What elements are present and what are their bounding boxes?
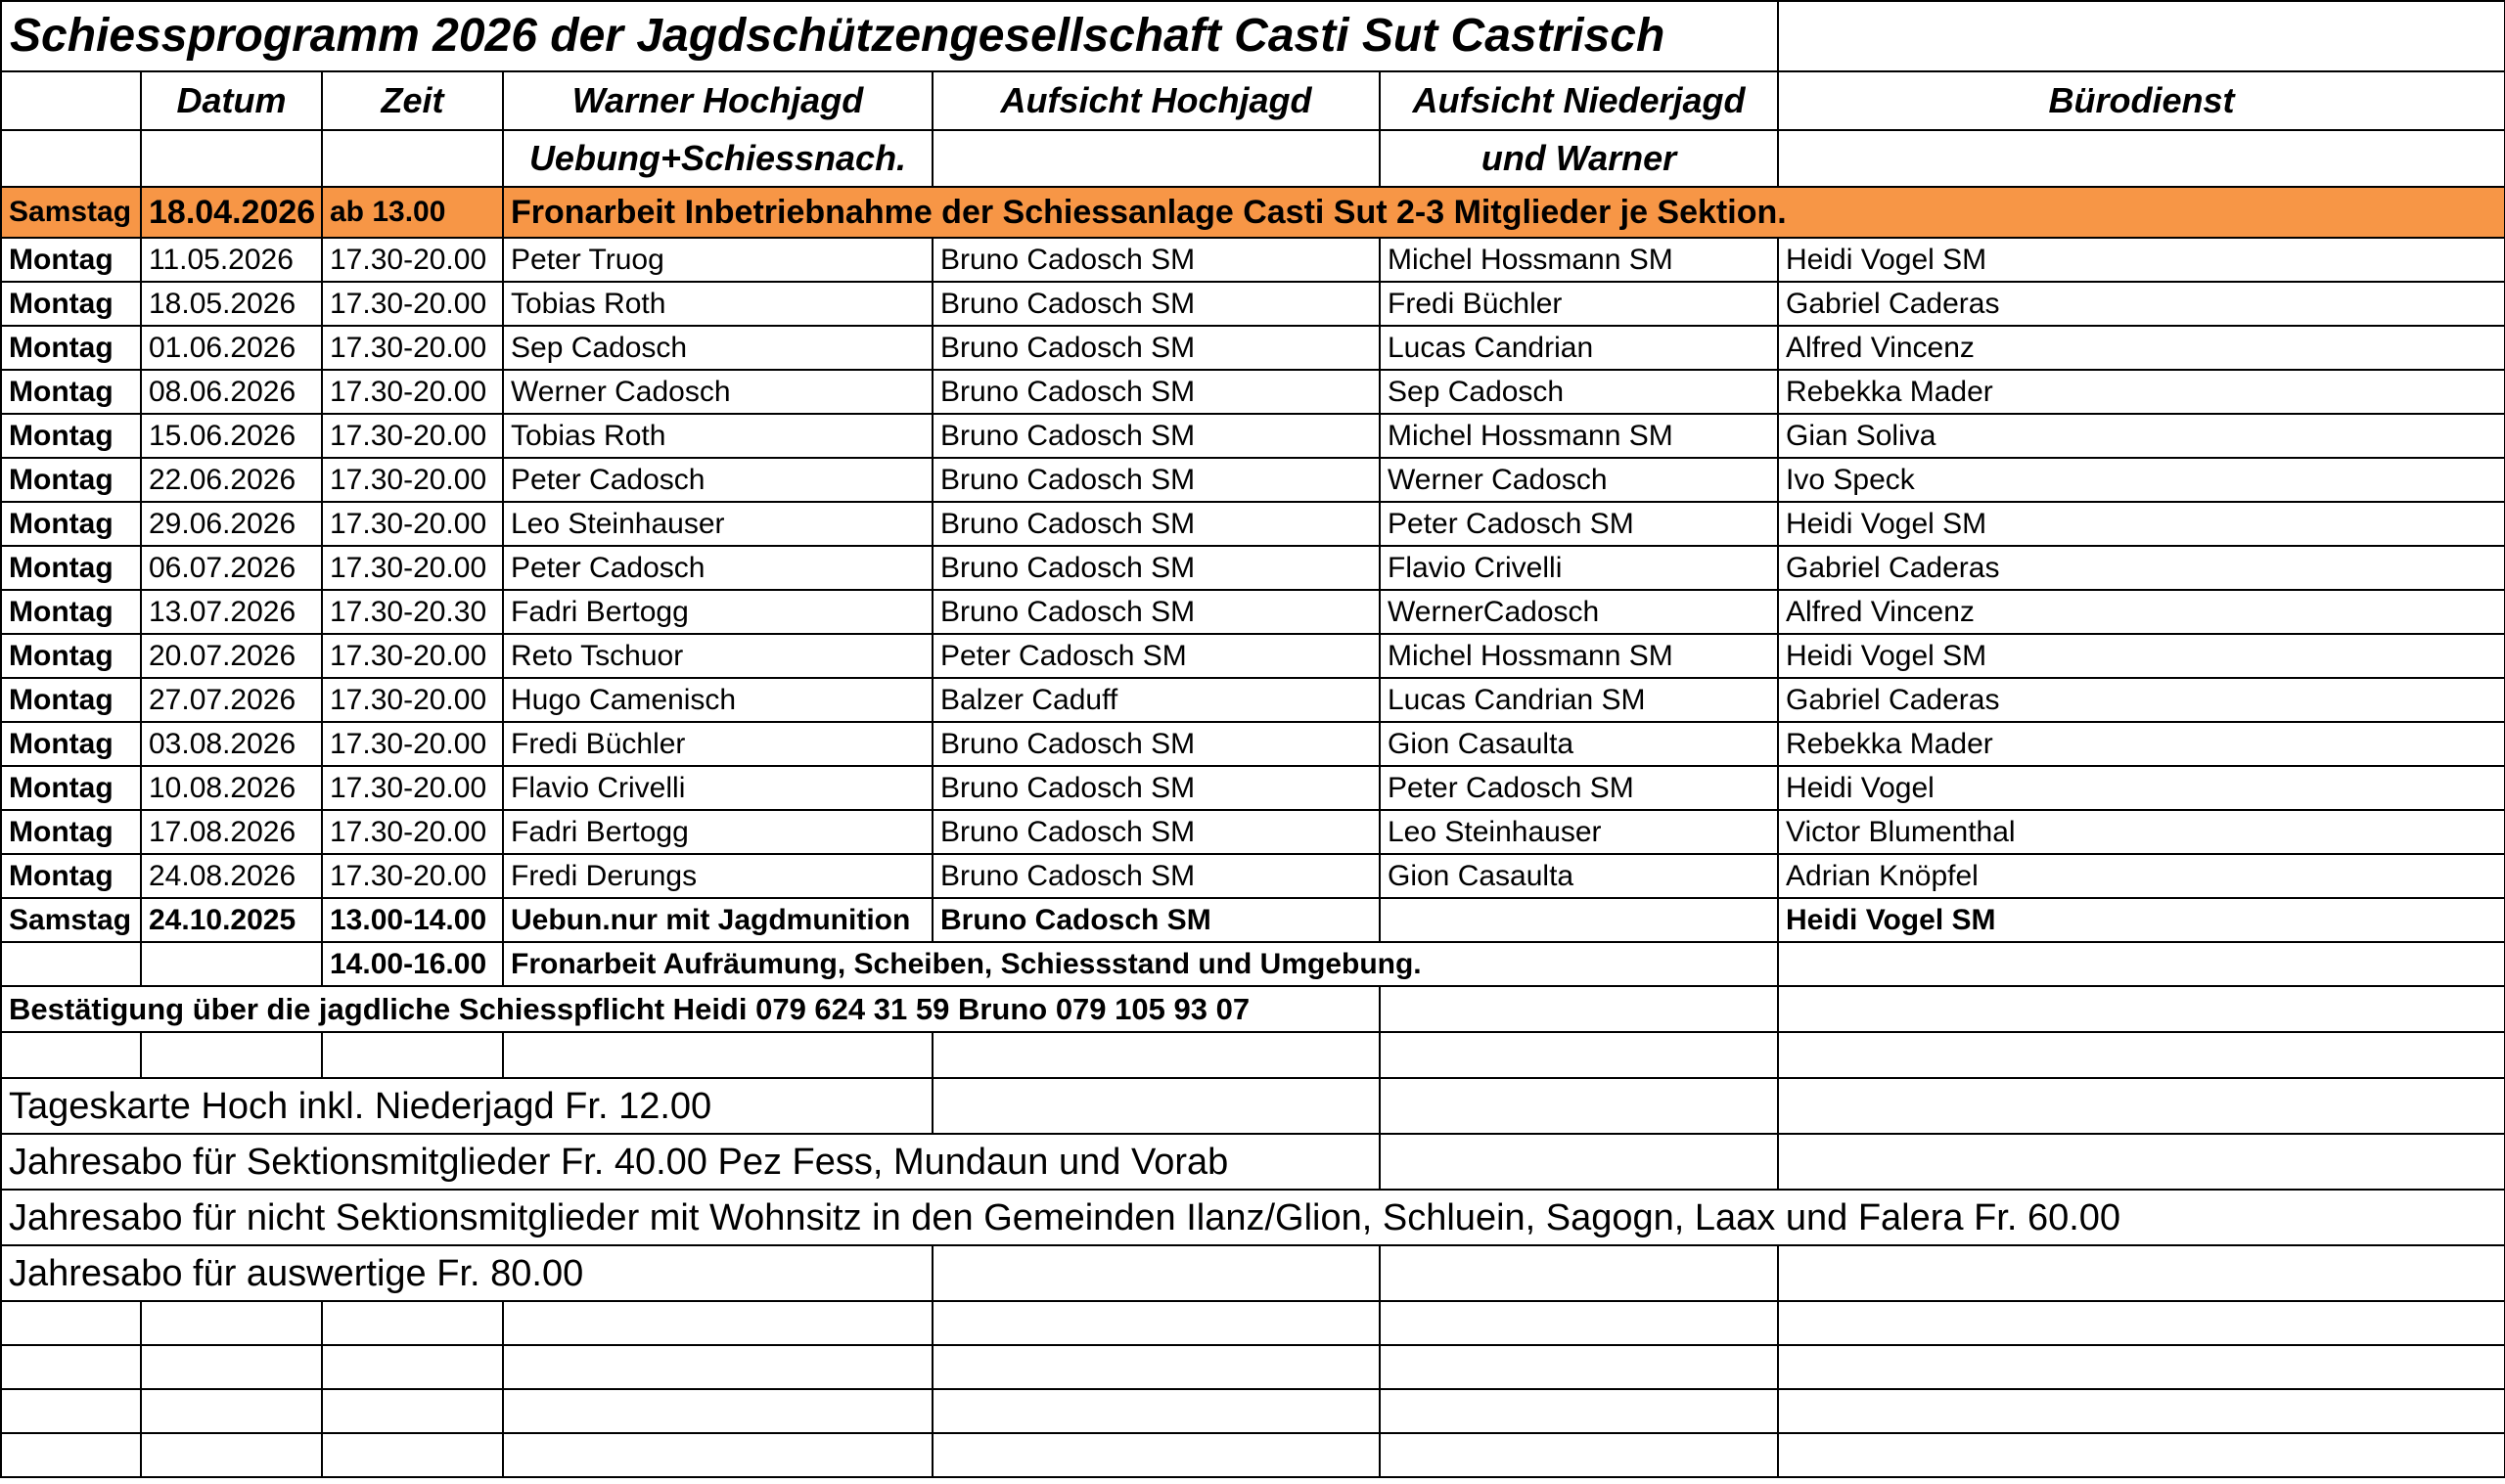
schedule-time: 17.30-20.00 (322, 634, 503, 678)
schedule-time: 17.30-20.00 (322, 458, 503, 502)
schedule-aufsicht-hoch: Bruno Cadosch SM (933, 722, 1380, 766)
schedule-row (1, 634, 2505, 678)
schedule-date: 08.06.2026 (141, 370, 322, 414)
schedule-warner: Tobias Roth (503, 414, 933, 458)
cell-empty (322, 1032, 503, 1078)
cell-empty (1380, 1245, 1778, 1301)
schedule-buerodienst: Victor Blumenthal (1778, 810, 2505, 854)
title-row (1, 1, 2505, 71)
schedule-time: 17.30-20.00 (322, 766, 503, 810)
schedule-warner: Leo Steinhauser (503, 502, 933, 546)
schedule-buerodienst: Gabriel Caderas (1778, 678, 2505, 722)
schedule-day: Montag (1, 766, 141, 810)
schedule-row (1, 502, 2505, 546)
cell-empty (933, 1389, 1380, 1433)
schedule-buerodienst: Heidi Vogel (1778, 766, 2505, 810)
schedule-warner: Flavio Crivelli (503, 766, 933, 810)
cell-empty (933, 1032, 1380, 1078)
schedule-aufsicht-nieder: Fredi Büchler (1380, 282, 1778, 326)
fee-text: Tageskarte Hoch inkl. Niederjagd Fr. 12.00 (1, 1078, 933, 1134)
cell-empty (1, 1389, 141, 1433)
fee-row (1, 1190, 2505, 1245)
schedule-day: Montag (1, 546, 141, 590)
schedule-day: Montag (1, 634, 141, 678)
cell-empty (503, 1345, 933, 1389)
cell-empty (1778, 1245, 2505, 1301)
schedule-aufsicht-hoch: Balzer Caduff (933, 678, 1380, 722)
highlight-time: ab 13.00 (322, 187, 503, 238)
empty-row (1, 1301, 2505, 1345)
schedule-row (1, 458, 2505, 502)
schedule-date: 24.08.2026 (141, 854, 322, 898)
cell-empty (141, 130, 322, 187)
schedule-buerodienst: Alfred Vincenz (1778, 326, 2505, 370)
schedule-row (1, 766, 2505, 810)
schedule-row (1, 722, 2505, 766)
schedule-day: Montag (1, 854, 141, 898)
schedule-aufsicht-nieder: WernerCadosch (1380, 590, 1778, 634)
cell-empty (933, 1345, 1380, 1389)
schedule-buerodienst: Adrian Knöpfel (1778, 854, 2505, 898)
final-buero: Heidi Vogel SM (1778, 898, 2505, 942)
cell-empty (1778, 1032, 2505, 1078)
schedule-buerodienst: Rebekka Mader (1778, 722, 2505, 766)
schedule-aufsicht-nieder: Michel Hossmann SM (1380, 414, 1778, 458)
header-buerodienst: Bürodienst (1778, 71, 2505, 130)
header-aufsicht-hochjagd: Aufsicht Hochjagd (933, 71, 1380, 130)
schedule-time: 17.30-20.00 (322, 546, 503, 590)
cell-empty (1380, 1389, 1778, 1433)
schedule-row (1, 414, 2505, 458)
confirmation-row (1, 986, 2505, 1032)
schedule-time: 17.30-20.00 (322, 722, 503, 766)
schedule-row (1, 370, 2505, 414)
schedule-row (1, 590, 2505, 634)
cell-empty (1380, 986, 1778, 1032)
schedule-aufsicht-nieder: Sep Cadosch (1380, 370, 1778, 414)
schedule-buerodienst: Ivo Speck (1778, 458, 2505, 502)
schedule-warner: Peter Cadosch (503, 546, 933, 590)
schedule-row (1, 546, 2505, 590)
schedule-buerodienst: Gabriel Caderas (1778, 546, 2505, 590)
cell-empty (141, 1345, 322, 1389)
cell-empty (1380, 1301, 1778, 1345)
schedule-date: 17.08.2026 (141, 810, 322, 854)
fee-text: Jahresabo für Sektionsmitglieder Fr. 40.00 Pez Fess, Mundaun und Vorab (1, 1134, 1380, 1190)
cell-empty (1, 130, 141, 187)
schedule-time: 17.30-20.00 (322, 854, 503, 898)
cell-empty (322, 1301, 503, 1345)
schedule-day: Montag (1, 414, 141, 458)
schedule-buerodienst: Heidi Vogel SM (1778, 634, 2505, 678)
empty-row (1, 1345, 2505, 1389)
schedule-aufsicht-nieder: Lucas Candrian (1380, 326, 1778, 370)
schedule-row (1, 326, 2505, 370)
final-warner: Uebun.nur mit Jagdmunition (503, 898, 933, 942)
cell-empty (1, 1301, 141, 1345)
cell-empty (322, 1389, 503, 1433)
schedule-time: 17.30-20.00 (322, 414, 503, 458)
schedule-aufsicht-hoch: Bruno Cadosch SM (933, 458, 1380, 502)
cell-empty (503, 1301, 933, 1345)
schedule-date: 27.07.2026 (141, 678, 322, 722)
cell-empty (503, 1032, 933, 1078)
cleanup-time: 14.00-16.00 (322, 942, 503, 986)
cell-empty (1778, 1301, 2505, 1345)
cell-empty (503, 1389, 933, 1433)
schedule-aufsicht-hoch: Bruno Cadosch SM (933, 414, 1380, 458)
schedule-aufsicht-nieder: Gion Casaulta (1380, 722, 1778, 766)
schedule-row (1, 678, 2505, 722)
cell-empty (1380, 1032, 1778, 1078)
schedule-date: 29.06.2026 (141, 502, 322, 546)
cell-empty (141, 942, 322, 986)
schedule-warner: Werner Cadosch (503, 370, 933, 414)
schedule-day: Montag (1, 810, 141, 854)
schedule-aufsicht-nieder: Werner Cadosch (1380, 458, 1778, 502)
schedule-date: 22.06.2026 (141, 458, 322, 502)
cell-empty (1380, 1078, 1778, 1134)
cell-empty (1778, 942, 2505, 986)
schedule-warner: Fadri Bertogg (503, 590, 933, 634)
header-day (1, 71, 141, 130)
schedule-aufsicht-nieder: Peter Cadosch SM (1380, 766, 1778, 810)
final-time: 13.00-14.00 (322, 898, 503, 942)
schedule-row (1, 810, 2505, 854)
highlight-day: Samstag (1, 187, 141, 238)
schedule-time: 17.30-20.00 (322, 326, 503, 370)
header-row-2 (1, 130, 2505, 187)
schedule-day: Montag (1, 502, 141, 546)
cell-empty (933, 130, 1380, 187)
header-niederjagd-sub: und Warner (1380, 130, 1778, 187)
highlight-date: 18.04.2026 (141, 187, 322, 238)
schedule-day: Montag (1, 678, 141, 722)
schedule-aufsicht-nieder: Michel Hossmann SM (1380, 634, 1778, 678)
schedule-row (1, 282, 2505, 326)
header-zeit: Zeit (322, 71, 503, 130)
cell-empty (1778, 1389, 2505, 1433)
empty-row (1, 1389, 2505, 1433)
cell-empty (1778, 1134, 2505, 1190)
highlight-text: Fronarbeit Inbetriebnahme der Schiessanlage Casti Sut 2-3 Mitglieder je Sektion. (503, 187, 2505, 238)
schedule-day: Montag (1, 238, 141, 282)
fee-row (1, 1134, 2505, 1190)
cell-empty (322, 130, 503, 187)
cell-empty (933, 1433, 1380, 1477)
cell-empty (322, 1345, 503, 1389)
cell-empty (1380, 1134, 1778, 1190)
cell-empty (1778, 130, 2505, 187)
highlight-row (1, 187, 2505, 238)
cell-empty (503, 1433, 933, 1477)
schedule-aufsicht-nieder: Michel Hossmann SM (1380, 238, 1778, 282)
cell-empty (1778, 1345, 2505, 1389)
schedule-warner: Tobias Roth (503, 282, 933, 326)
schedule-day: Montag (1, 370, 141, 414)
schedule-aufsicht-hoch: Bruno Cadosch SM (933, 546, 1380, 590)
schedule-warner: Fredi Derungs (503, 854, 933, 898)
schedule-date: 10.08.2026 (141, 766, 322, 810)
schedule-aufsicht-nieder: Lucas Candrian SM (1380, 678, 1778, 722)
cell-empty (1, 942, 141, 986)
cell-empty (1380, 1433, 1778, 1477)
schedule-time: 17.30-20.00 (322, 678, 503, 722)
schedule-warner: Fadri Bertogg (503, 810, 933, 854)
cleanup-row (1, 942, 2505, 986)
schedule-day: Montag (1, 326, 141, 370)
schedule-aufsicht-hoch: Bruno Cadosch SM (933, 854, 1380, 898)
confirmation-text: Bestätigung über die jagdliche Schiesspflicht Heidi 079 624 31 59 Bruno 079 105 93 07 (1, 986, 1380, 1032)
final-row (1, 898, 2505, 942)
cell-empty (1, 1433, 141, 1477)
schedule-aufsicht-hoch: Peter Cadosch SM (933, 634, 1380, 678)
fee-text: Jahresabo für auswertige Fr. 80.00 (1, 1245, 933, 1301)
header-aufsicht-niederjagd: Aufsicht Niederjagd (1380, 71, 1778, 130)
schedule-aufsicht-hoch: Bruno Cadosch SM (933, 590, 1380, 634)
schedule-time: 17.30-20.00 (322, 810, 503, 854)
schedule-date: 11.05.2026 (141, 238, 322, 282)
schedule-aufsicht-hoch: Bruno Cadosch SM (933, 370, 1380, 414)
cell-empty (933, 1301, 1380, 1345)
fee-text: Jahresabo für nicht Sektionsmitglieder mit Wohnsitz in den Gemeinden Ilanz/Glion, Schluein, Sagogn, Laax und Falera Fr. 60.00 (1, 1190, 2505, 1245)
cell-empty (1380, 898, 1778, 942)
cell-empty (141, 1301, 322, 1345)
cell-empty (141, 1389, 322, 1433)
schedule-time: 17.30-20.00 (322, 370, 503, 414)
schedule-aufsicht-nieder: Peter Cadosch SM (1380, 502, 1778, 546)
schedule-time: 17.30-20.30 (322, 590, 503, 634)
schedule-warner: Hugo Camenisch (503, 678, 933, 722)
header-row (1, 71, 2505, 130)
header-warner-sub: Uebung+Schiessnach. (503, 130, 933, 187)
schedule-aufsicht-hoch: Bruno Cadosch SM (933, 238, 1380, 282)
schedule-date: 06.07.2026 (141, 546, 322, 590)
schedule-buerodienst: Rebekka Mader (1778, 370, 2505, 414)
schedule-date: 18.05.2026 (141, 282, 322, 326)
cell-empty (1778, 986, 2505, 1032)
cell-empty (322, 1433, 503, 1477)
schedule-buerodienst: Heidi Vogel SM (1778, 502, 2505, 546)
schedule-day: Montag (1, 458, 141, 502)
empty-row (1, 1433, 2505, 1477)
schedule-buerodienst: Gian Soliva (1778, 414, 2505, 458)
cell-empty (141, 1433, 322, 1477)
schedule-day: Montag (1, 590, 141, 634)
schedule-day: Montag (1, 282, 141, 326)
fee-row (1, 1078, 2505, 1134)
schedule-date: 13.07.2026 (141, 590, 322, 634)
schedule-warner: Sep Cadosch (503, 326, 933, 370)
cell-empty (1380, 1345, 1778, 1389)
schedule-date: 20.07.2026 (141, 634, 322, 678)
schedule-date: 15.06.2026 (141, 414, 322, 458)
schedule-buerodienst: Gabriel Caderas (1778, 282, 2505, 326)
schedule-buerodienst: Heidi Vogel SM (1778, 238, 2505, 282)
schedule-row (1, 238, 2505, 282)
cell-empty (933, 1078, 1380, 1134)
schedule-date: 03.08.2026 (141, 722, 322, 766)
header-datum: Datum (141, 71, 322, 130)
cell-empty (1778, 1433, 2505, 1477)
schedule-warner: Peter Cadosch (503, 458, 933, 502)
schedule-aufsicht-nieder: Gion Casaulta (1380, 854, 1778, 898)
schedule-aufsicht-nieder: Leo Steinhauser (1380, 810, 1778, 854)
schedule-aufsicht-hoch: Bruno Cadosch SM (933, 810, 1380, 854)
schedule-date: 01.06.2026 (141, 326, 322, 370)
schedule-warner: Peter Truog (503, 238, 933, 282)
cell-empty (1778, 1078, 2505, 1134)
schedule-time: 17.30-20.00 (322, 502, 503, 546)
schedule-aufsicht-hoch: Bruno Cadosch SM (933, 326, 1380, 370)
schedule-row (1, 854, 2505, 898)
cell-empty (1778, 1, 2505, 71)
final-day: Samstag (1, 898, 141, 942)
schedule-aufsicht-hoch: Bruno Cadosch SM (933, 766, 1380, 810)
schedule-warner: Reto Tschuor (503, 634, 933, 678)
schedule-aufsicht-nieder: Flavio Crivelli (1380, 546, 1778, 590)
schedule-buerodienst: Alfred Vincenz (1778, 590, 2505, 634)
schedule-time: 17.30-20.00 (322, 282, 503, 326)
final-date: 24.10.2025 (141, 898, 322, 942)
schedule-warner: Fredi Büchler (503, 722, 933, 766)
page-title: Schiessprogramm 2026 der Jagdschützengesellschaft Casti Sut Castrisch (1, 1, 1778, 71)
empty-row (1, 1032, 2505, 1078)
schedule-time: 17.30-20.00 (322, 238, 503, 282)
cell-empty (141, 1032, 322, 1078)
schedule-day: Montag (1, 722, 141, 766)
final-aufsicht-hoch: Bruno Cadosch SM (933, 898, 1380, 942)
cell-empty (1, 1345, 141, 1389)
cell-empty (1, 1032, 141, 1078)
schedule-aufsicht-hoch: Bruno Cadosch SM (933, 502, 1380, 546)
header-warner: Warner Hochjagd (503, 71, 933, 130)
fee-row (1, 1245, 2505, 1301)
cleanup-text: Fronarbeit Aufräumung, Scheiben, Schiessstand und Umgebung. (503, 942, 1778, 986)
cell-empty (933, 1245, 1380, 1301)
schedule-aufsicht-hoch: Bruno Cadosch SM (933, 282, 1380, 326)
